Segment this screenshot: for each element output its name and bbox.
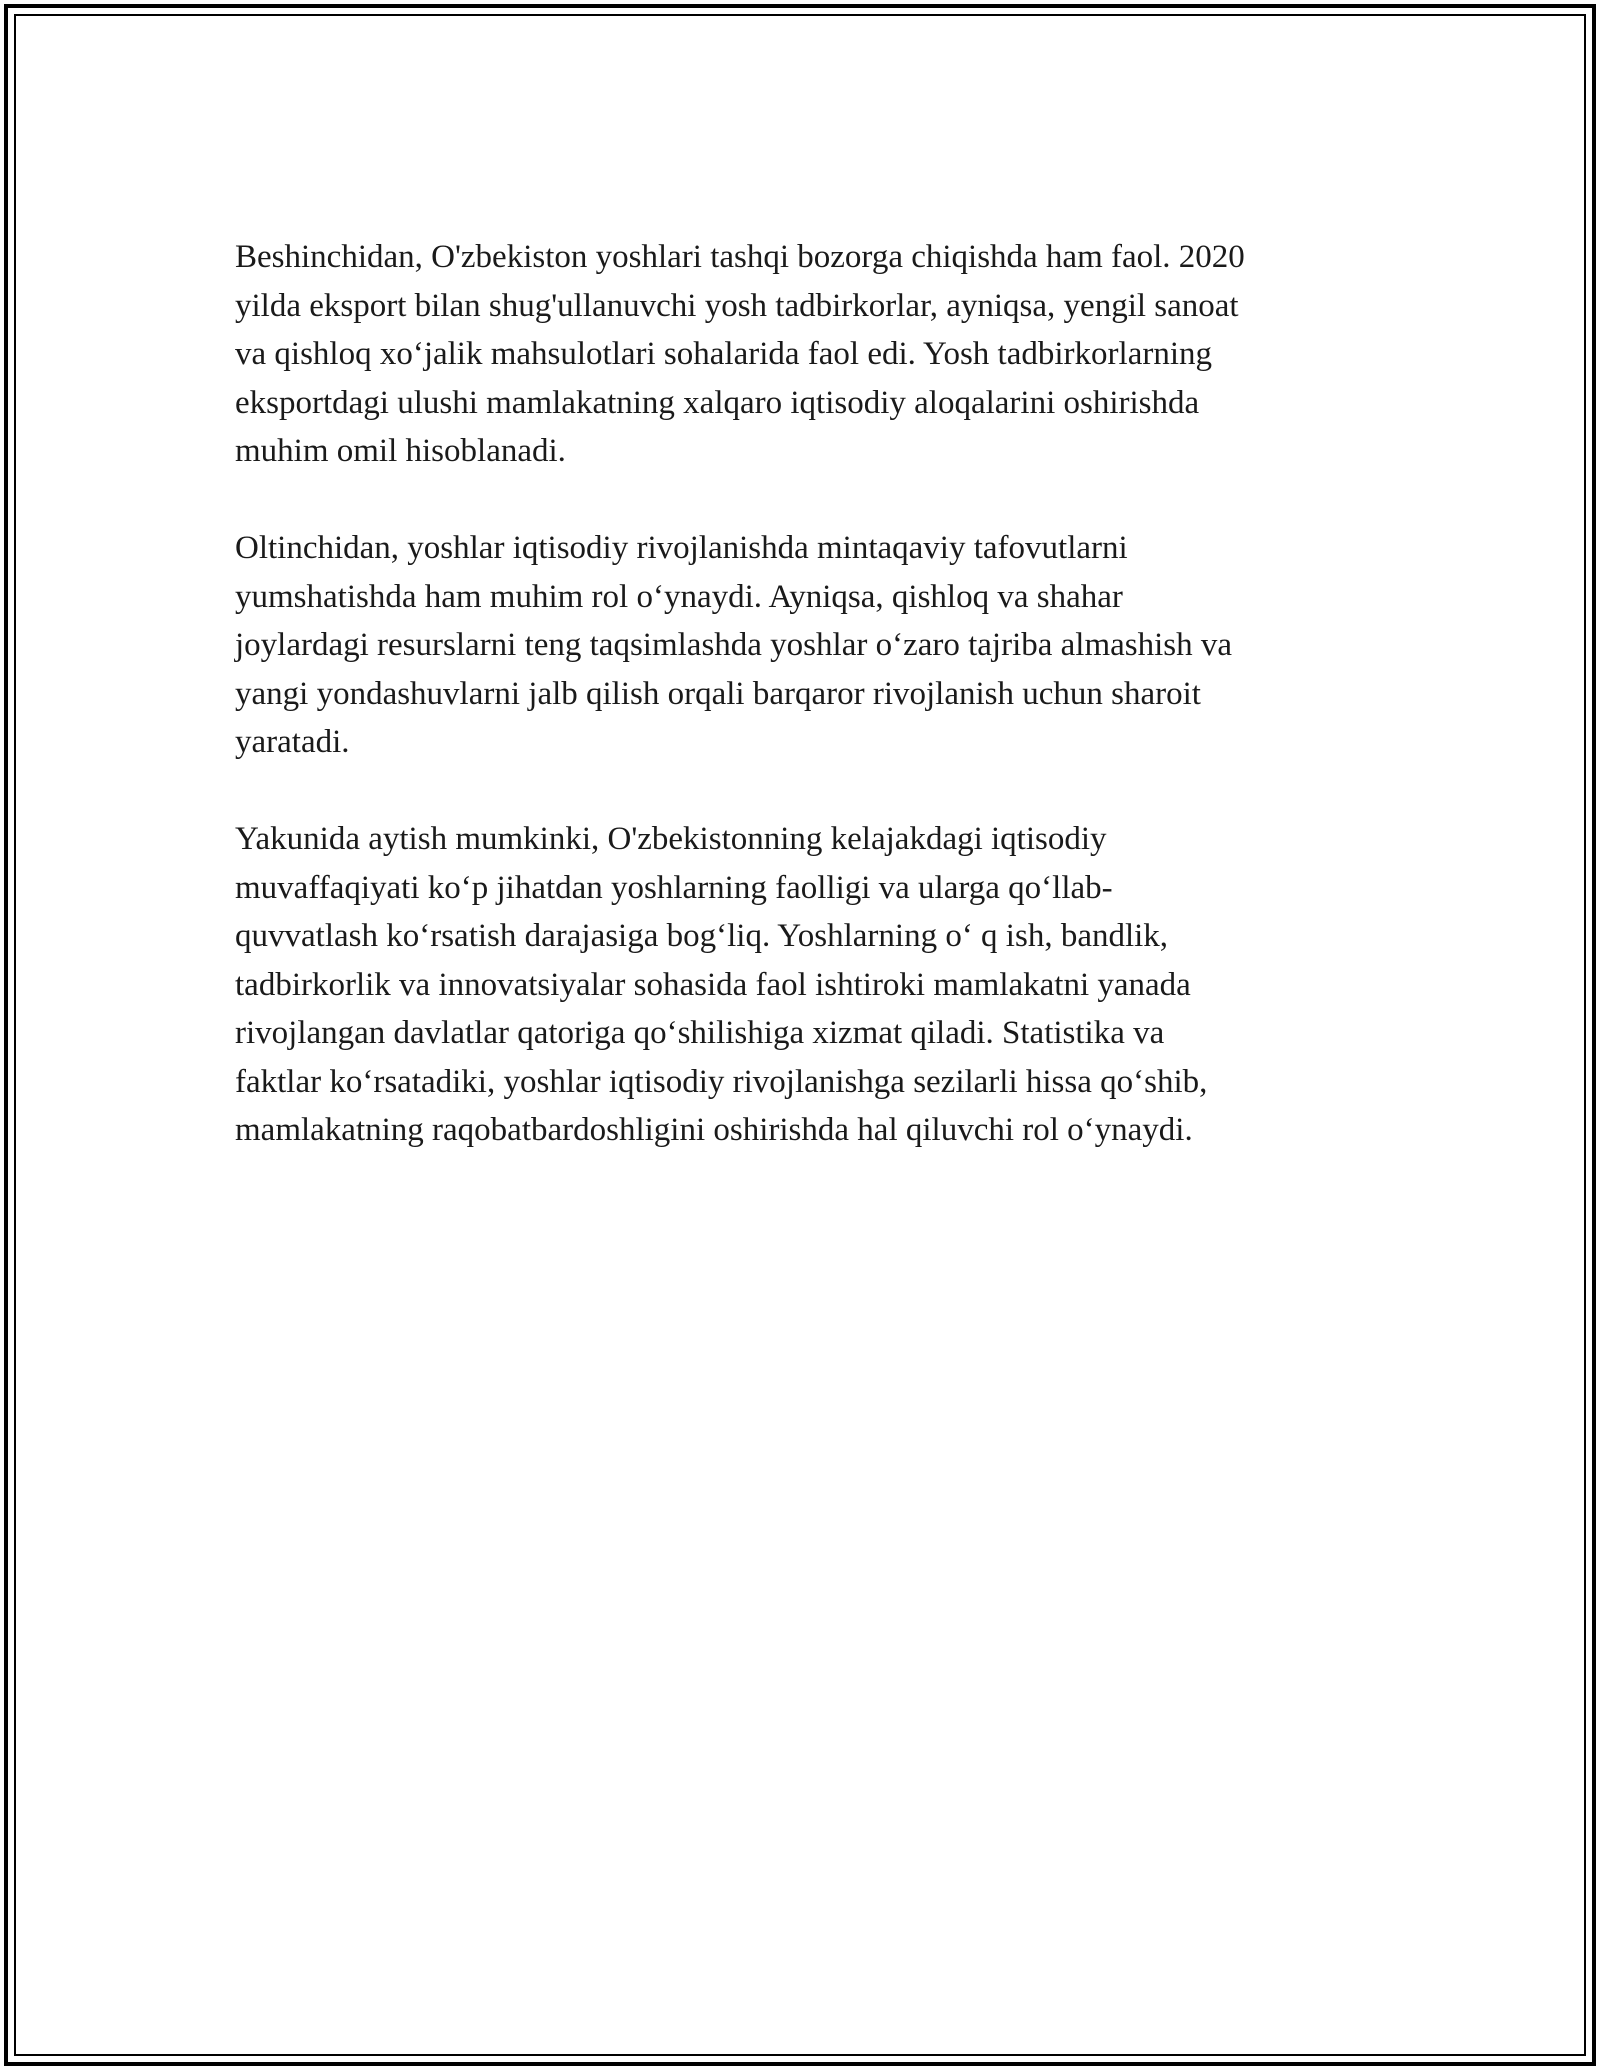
paragraph-beshinchidan: Beshinchidan, O'zbekiston yoshlari tashqi bozorga chiqishda ham faol. 2020 yilda eksport bilan shug'ullanuvchi yosh tadbirkorlar, ayniqsa, yengil sanoat va qishloq xo‘jalik mahsulotlari sohalarida faol edi. Yosh tadbirkorlarning eksportdagi ulushi mamlakatning xalqaro iqtisodiy aloqalarini oshirishda muhim omil hisoblanadi. [235, 239, 1245, 469]
paragraph-oltinchidan: Oltinchidan, yoshlar iqtisodiy rivojlanishda mintaqaviy tafovutlarni yumshatishda ham muhim rol o‘ynaydi. Ayniqsa, qishloq va shahar joylardagi resurslarni teng taqsimlashda yoshlar o‘zaro tajriba almashish va yangi yondashuvlarni jalb qilish orqali barqaror rivojlanish uchun sharoit yaratadi. [235, 530, 1233, 760]
document-body [235, 233, 1375, 1203]
paragraph-yakunida: Yakunida aytish mumkinki, O'zbekistonning kelajakdagi iqtisodiy muvaffaqiyati ko‘p jihatdan yoshlarning faolligi va ularga qo‘llab- quvvatlash ko‘rsatish darajasiga bog‘liq. Yoshlarning o‘ q ish, bandlik, tadbirkorlik va innovatsiyalar sohasida faol ishtiroki mamlakatni yanada rivojlangan davlatlar qatoriga qo‘shilishiga xizmat qiladi. Statistika va faktlar ko‘rsatadiki, yoshlar iqtisodiy rivojlanishga sezilarli hissa qo‘shib, mamlakatning raqobatbardoshligini oshirishda hal qiluvchi rol o‘ynaydi. [235, 821, 1208, 1148]
